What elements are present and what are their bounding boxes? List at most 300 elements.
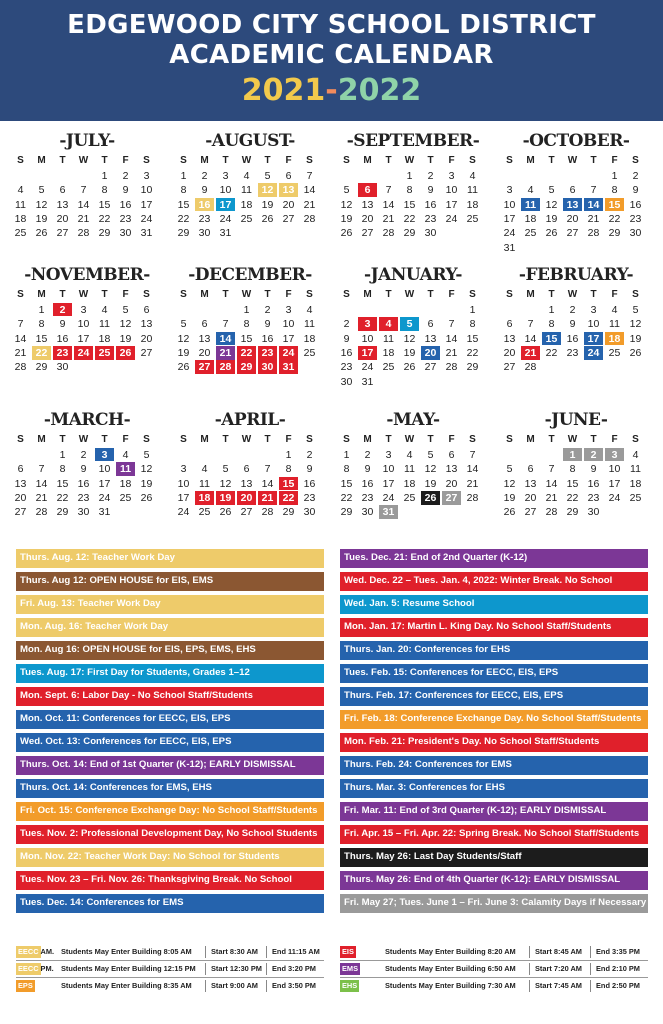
weekday-header: W [241,155,252,166]
day-cell: 4 [632,448,639,461]
day-cell: 11 [304,318,315,331]
event-row: Mon. Sept. 6: Labor Day - No School Staff/Students [16,687,324,706]
day-cell: 17 [584,332,603,346]
day-cell: 6 [17,463,24,476]
day-cell: 8 [38,318,45,331]
day-cell: 5 [264,169,271,182]
day-cell: 18 [605,332,624,346]
empty-day [379,303,398,317]
day-cell: 2 [343,318,350,331]
legend-row [16,945,324,959]
weekday-header: T [222,155,229,166]
day-cell: 23 [77,491,90,504]
day-cell: 29 [403,227,416,240]
day-cell: 23 [587,491,600,504]
weekday-header: W [241,289,252,300]
day-cell: 9 [59,318,66,331]
weekday-header: F [611,155,618,166]
weekday-header: M [363,289,372,300]
day-cell: 2 [306,448,313,461]
weekday-header: W [78,289,89,300]
day-cell: 6 [358,183,377,197]
event-row: Fri. Mar. 11: End of 3rd Quarter (K-12); EARLY DISMISSAL [340,802,648,821]
day-cell: 7 [385,184,392,197]
day-cell: 28 [77,227,90,240]
day-cell: 10 [382,463,395,476]
weekday-header: T [222,289,229,300]
day-cell: 17 [77,332,90,345]
day-cell: 26 [545,227,558,240]
day-cell: 8 [101,184,108,197]
event-row: Thurs. Jan. 20: Conferences for EHS [340,641,648,660]
event-row: Mon. Oct. 11: Conferences for EECC, EIS, EPS [16,710,324,729]
month-calendar [336,262,490,389]
enter-time: Students May Enter Building 8:35 AM [61,981,192,990]
day-cell: 21 [14,346,27,359]
day-cell: 4 [306,303,313,316]
day-cell: 7 [38,463,45,476]
weekday-header: T [59,155,66,166]
day-cell: 17 [503,212,516,225]
empty-day [563,169,582,183]
day-cell: 14 [545,477,558,490]
year-dash: - [325,73,338,108]
school-year [0,74,663,108]
month-grid [336,154,490,240]
day-cell: 4 [527,184,534,197]
day-cell: 11 [199,477,210,490]
day-cell: 22 [56,491,69,504]
day-cell: 6 [143,303,150,316]
legend-school [340,979,359,993]
legend-school [16,979,35,993]
day-cell: 3 [285,303,292,316]
day-cell: 17 [445,198,458,211]
day-cell: 9 [343,332,350,345]
weekday-header: S [180,289,187,300]
day-cell: 22 [237,346,256,360]
event-row: Thurs. May 26: End of 4th Quarter (K-12): EARLY DISMISSAL [340,871,648,890]
weekday-header: T [222,434,229,445]
school-badge: EHS [342,981,358,990]
event-row: Tues. Nov. 23 – Fri. Nov. 26: Thanksgiving Break. No School [16,871,324,890]
day-cell: 28 [382,227,395,240]
day-cell: 24 [503,227,516,240]
event-row: Mon. Aug 16: OPEN HOUSE for EIS, EPS, EMS, EHS [16,641,324,660]
event-row: Tues. Dec. 21: End of 2nd Quarter (K-12) [340,549,648,568]
weekday-header: W [78,434,89,445]
day-cell: 16 [303,477,316,490]
day-cell: 11 [630,463,641,476]
day-cell: 22 [466,346,479,359]
divider [529,980,530,992]
enter-time: Students May Enter Building 12:15 PM [61,964,196,973]
day-cell: 27 [524,506,537,519]
weekday-header: T [59,434,66,445]
day-cell: 6 [201,318,208,331]
legend-row [340,979,648,993]
day-cell: 14 [303,184,316,197]
day-cell: 13 [56,198,69,211]
weekday-header: F [285,289,292,300]
day-cell: 3 [590,303,597,316]
day-cell: 29 [340,506,353,519]
day-cell: 10 [98,463,111,476]
day-cell: 12 [424,463,437,476]
divider [529,963,530,975]
day-cell: 14 [261,477,274,490]
day-cell: 13 [14,477,27,490]
weekday-header: F [448,155,455,166]
year-start: 2021 [241,73,326,108]
day-cell: 25 [629,491,642,504]
day-cell: 11 [15,198,26,211]
day-cell: 25 [382,361,395,374]
month-grid [336,288,490,389]
day-cell: 13 [424,332,437,345]
day-cell: 15 [56,477,69,490]
day-cell: 7 [527,318,534,331]
day-cell: 29 [466,361,479,374]
day-cell: 30 [119,227,132,240]
day-cell: 26 [116,346,135,360]
day-cell: 1 [563,448,582,462]
empty-day [11,448,30,462]
day-cell: 11 [99,318,110,331]
day-cell: 28 [261,506,274,519]
day-cell: 6 [527,463,534,476]
weekday-header: M [363,155,372,166]
weekday-header: M [526,434,535,445]
day-cell: 14 [216,332,235,346]
divider [205,946,206,958]
day-cell: 22 [545,346,558,359]
day-cell: 21 [258,491,277,505]
day-cell: 5 [143,448,150,461]
weekday-header: T [427,155,434,166]
weekday-header: M [526,289,535,300]
day-cell: 13 [503,332,516,345]
day-cell: 27 [240,506,253,519]
day-cell: 8 [569,463,576,476]
enter-time: Students May Enter Building 6:50 AM [385,964,516,973]
day-cell: 7 [17,318,24,331]
day-cell: 16 [424,198,437,211]
day-cell: 10 [445,184,458,197]
day-cell: 2 [569,303,576,316]
day-cell: 10 [361,332,374,345]
day-cell: 15 [340,477,353,490]
day-cell: 22 [32,346,51,360]
month-calendar [499,262,653,374]
day-cell: 10 [177,477,190,490]
month-title: -MAY- [386,410,440,430]
day-cell: 16 [261,332,274,345]
day-cell: 5 [38,184,45,197]
day-cell: 5 [632,303,639,316]
empty-day [74,169,93,183]
weekday-header: F [448,289,455,300]
district-title: EDGEWOOD CITY SCHOOL DISTRICT [67,10,596,40]
day-cell: 28 [303,212,316,225]
empty-day [216,303,235,317]
divider [590,946,591,958]
day-cell: 24 [140,212,153,225]
empty-day [358,169,377,183]
divider [205,980,206,992]
day-cell: 21 [445,346,458,359]
day-cell: 5 [427,448,434,461]
empty-day [521,303,540,317]
day-cell: 16 [629,198,642,211]
day-cell: 21 [216,346,235,360]
day-cell: 3 [358,317,377,331]
day-cell: 5 [400,317,419,331]
month-calendar [499,128,653,255]
day-cell: 30 [258,360,277,374]
empty-day [11,303,30,317]
day-cell: 25 [14,227,27,240]
day-cell: 18 [195,491,214,505]
weekday-header: W [404,434,415,445]
month-title: -SEPTEMBER- [346,131,480,151]
day-cell: 24 [445,212,458,225]
day-cell: 19 [35,212,48,225]
empty-day [258,448,277,462]
weekday-header: T [101,289,108,300]
day-cell: 18 [629,477,642,490]
day-cell: 20 [503,346,516,359]
calendar-title: ACADEMIC CALENDAR [169,40,494,70]
empty-day [379,169,398,183]
day-cell: 16 [119,198,132,211]
day-cell: 23 [303,491,316,504]
month-title: -NOVEMBER- [24,265,150,285]
day-cell: 2 [80,448,87,461]
legend-school [340,945,356,959]
day-cell: 15 [403,198,416,211]
day-cell: 9 [632,184,639,197]
day-cell: 28 [14,361,27,374]
day-cell: 6 [285,169,292,182]
weekday-header: S [469,289,476,300]
day-cell: 23 [258,346,277,360]
weekday-header: W [404,289,415,300]
day-cell: 10 [503,198,516,211]
month-title: -APRIL- [214,410,286,430]
day-cell: 1 [243,303,250,316]
empty-day [174,303,193,317]
month-title: -MARCH- [43,410,131,430]
day-cell: 14 [77,198,90,211]
day-cell: 12 [503,477,516,490]
day-cell: 4 [201,463,208,476]
school-badge: EMS [342,964,359,973]
day-cell: 16 [340,346,353,359]
day-cell: 10 [282,318,295,331]
weekday-header: T [264,155,271,166]
weekday-header: S [343,289,350,300]
day-cell: 8 [469,318,476,331]
day-cell: 18 [466,198,479,211]
empty-day [237,448,256,462]
empty-day [195,303,214,317]
month-grid [173,154,327,240]
day-cell: 30 [198,227,211,240]
day-cell: 27 [14,506,27,519]
day-cell: 22 [177,212,190,225]
day-cell: 27 [442,491,461,505]
event-row: Thurs. Feb. 24: Conferences for EMS [340,756,648,775]
day-cell: 31 [219,227,232,240]
weekday-header: M [200,434,209,445]
day-cell: 18 [524,212,537,225]
month-calendar [336,407,490,519]
weekday-header: M [200,289,209,300]
day-cell: 28 [545,506,558,519]
school-badge: EECC [18,964,39,973]
day-cell: 26 [421,491,440,505]
day-cell: 13 [524,477,537,490]
weekday-header: T [59,289,66,300]
day-cell: 28 [466,491,479,504]
day-cell: 27 [424,361,437,374]
weekday-header: S [506,434,513,445]
day-cell: 27 [503,361,516,374]
day-cell: 25 [608,346,621,359]
day-cell: 14 [14,332,27,345]
day-cell: 23 [361,491,374,504]
day-cell: 24 [219,212,232,225]
day-cell: 12 [119,318,132,331]
empty-day [500,169,519,183]
day-cell: 29 [56,506,69,519]
day-cell: 19 [140,477,153,490]
weekday-header: T [427,434,434,445]
day-cell: 4 [469,169,476,182]
day-cell: 18 [14,212,27,225]
day-cell: 11 [467,184,478,197]
empty-day [11,169,30,183]
day-cell: 20 [14,491,27,504]
day-cell: 20 [421,346,440,360]
day-cell: 14 [382,198,395,211]
weekday-header: S [469,434,476,445]
empty-day [500,448,519,462]
day-cell: 1 [285,448,292,461]
day-cell: 29 [237,360,256,374]
day-cell: 9 [264,318,271,331]
enter-time: Students May Enter Building 8:20 AM [385,947,516,956]
day-cell: 17 [140,198,153,211]
day-cell: 26 [219,506,232,519]
day-cell: 31 [279,360,298,374]
day-cell: 15 [605,198,624,212]
day-cell: 2 [427,169,434,182]
day-cell: 12 [219,477,232,490]
event-row: Mon. Jan. 17: Martin L. King Day. No School Staff/Students [340,618,648,637]
day-cell: 9 [569,318,576,331]
day-cell: 2 [584,448,603,462]
month-grid [499,433,653,519]
weekday-header: W [567,289,578,300]
day-cell: 18 [303,332,316,345]
day-cell: 29 [566,506,579,519]
day-cell: 4 [379,317,398,331]
day-cell: 9 [80,463,87,476]
month-calendar [173,262,327,374]
day-cell: 20 [566,212,579,225]
weekday-header: M [37,289,46,300]
day-cell: 12 [258,183,277,197]
day-cell: 30 [77,506,90,519]
day-cell: 13 [361,198,374,211]
day-cell: 3 [506,184,513,197]
day-cell: 8 [548,318,555,331]
day-cell: 20 [282,198,295,211]
day-cell: 2 [53,303,72,317]
day-cell: 28 [216,360,235,374]
empty-day [400,303,419,317]
day-cell: 12 [403,332,416,345]
event-row: Mon. Aug. 16: Teacher Work Day [16,618,324,637]
day-cell: 22 [403,212,416,225]
month-calendar [10,407,164,519]
day-cell: 20 [524,491,537,504]
row-divider [340,977,648,978]
day-cell: 21 [35,491,48,504]
divider [266,963,267,975]
day-cell: 6 [243,463,250,476]
day-cell: 15 [240,332,253,345]
event-row: Thurs. Oct. 14: End of 1st Quarter (K-12); EARLY DISMISSAL [16,756,324,775]
day-cell: 19 [119,332,132,345]
empty-day [337,169,356,183]
weekday-header: T [548,289,555,300]
day-cell: 15 [98,198,111,211]
day-cell: 2 [364,448,371,461]
day-cell: 5 [122,303,129,316]
day-cell: 15 [566,477,579,490]
weekday-header: W [404,155,415,166]
day-cell: 11 [521,198,540,212]
event-row: Tues. Dec. 14: Conferences for EMS [16,894,324,913]
end-time: End 3:50 PM [272,981,316,990]
day-cell: 21 [545,491,558,504]
weekday-header: T [264,289,271,300]
day-cell: 30 [424,227,437,240]
empty-day [500,303,519,317]
day-cell: 21 [466,477,479,490]
event-row: Fri. Feb. 18: Conference Exchange Day. No School Staff/Students [340,710,648,729]
end-time: End 3:20 PM [272,964,316,973]
day-cell: 3 [448,169,455,182]
day-cell: 16 [56,332,69,345]
day-cell: 24 [279,346,298,360]
month-grid [10,433,164,519]
weekday-header: M [200,155,209,166]
day-cell: 17 [382,477,395,490]
divider [590,980,591,992]
day-cell: 8 [59,463,66,476]
divider [205,963,206,975]
day-cell: 15 [542,332,561,346]
weekday-header: T [590,155,597,166]
day-cell: 8 [180,184,187,197]
day-cell: 21 [587,212,600,225]
weekday-header: T [548,155,555,166]
day-cell: 19 [629,332,642,345]
